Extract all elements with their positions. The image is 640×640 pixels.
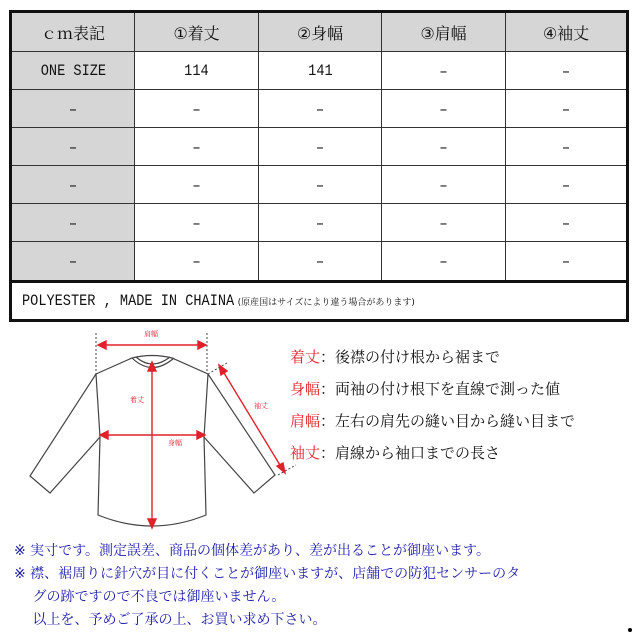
cell-value: – <box>506 128 626 166</box>
legend-sep: ： <box>320 379 336 398</box>
chest-label: 身幅 <box>168 439 182 447</box>
cell-value: – <box>135 90 259 128</box>
size-table <box>9 10 629 322</box>
shoulder-label: 肩幅 <box>144 330 158 338</box>
cell-value: – <box>506 52 626 90</box>
cell-value: – <box>259 128 382 166</box>
legend-item-length <box>290 340 575 372</box>
legend-term: 身幅 <box>290 379 321 398</box>
legend-term: 肩幅 <box>290 411 321 430</box>
length-label: 着丈 <box>130 396 144 404</box>
header-chest: ②身幅 <box>259 13 382 52</box>
cell-value: – <box>382 90 506 128</box>
cell-value <box>259 52 382 90</box>
row-size: – <box>12 204 135 242</box>
disclaimer-notes <box>14 540 520 632</box>
note-line: ※ 実寸です。測定誤差、商品の個体差があり、差が出ることが御座います。 <box>14 543 490 559</box>
length-value: 114 <box>184 61 209 80</box>
legend-sep: ： <box>320 347 336 366</box>
cell-value: – <box>382 128 506 166</box>
measurement-legend <box>290 340 575 468</box>
legend-desc: 両袖の付け根下を直線で測った値 <box>335 379 561 398</box>
legend-item-sleeve <box>290 436 575 468</box>
size-label: ONE SIZE <box>40 61 106 80</box>
chest-value: 141 <box>307 61 333 80</box>
cell-value: – <box>506 90 626 128</box>
sleeve-label: 袖丈 <box>254 402 268 410</box>
cell-value: – <box>506 166 626 204</box>
row-size <box>12 52 135 90</box>
material-text: POLYESTER , MADE IN CHAINA <box>22 292 235 310</box>
note-line: グの跡ですので不良では御座いません。 <box>14 589 286 605</box>
cell-value: – <box>135 166 259 204</box>
dot-marker <box>628 628 632 632</box>
row-size: – <box>12 166 135 204</box>
cell-value: – <box>259 204 382 242</box>
header-length: ①着丈 <box>135 13 259 52</box>
cell-value: – <box>135 128 259 166</box>
shirt-illustration-icon <box>20 325 300 535</box>
cell-value: – <box>259 90 382 128</box>
cell-value: – <box>382 166 506 204</box>
cell-value: – <box>259 166 382 204</box>
cell-value: – <box>135 242 259 280</box>
row-size: – <box>12 128 135 166</box>
garment-diagram <box>20 325 300 535</box>
header-unit: ｃｍ表記 <box>12 13 135 52</box>
row-size: – <box>12 90 135 128</box>
cell-value: – <box>382 204 506 242</box>
size-grid <box>12 13 626 280</box>
legend-sep: ： <box>320 411 336 430</box>
legend-term: 袖丈 <box>290 443 321 462</box>
row-size: – <box>12 242 135 280</box>
cell-value: – <box>382 52 506 90</box>
header-sleeve: ④袖丈 <box>506 13 626 52</box>
material-row <box>12 280 626 319</box>
header-shoulder: ③肩幅 <box>382 13 506 52</box>
cell-value: – <box>506 204 626 242</box>
legend-item-shoulder <box>290 404 575 436</box>
legend-desc: 左右の肩先の縫い目から縫い目まで <box>335 411 576 430</box>
cell-value: – <box>259 242 382 280</box>
legend-desc: 後襟の付け根から裾まで <box>335 347 501 366</box>
origin-note: (原産国はサイズにより違う場合があります) <box>237 297 415 308</box>
legend-desc: 肩線から袖口までの長さ <box>335 443 501 462</box>
note-line: 以上を、予めご了承の上、お買い求め下さい。 <box>14 612 327 628</box>
legend-term: 着丈 <box>290 347 321 366</box>
note-line: ※ 襟、裾周りに針穴が目に付くことが御座いますが、店舗での防犯センサーのタ <box>14 566 521 582</box>
cell-value <box>135 52 259 90</box>
legend-item-chest <box>290 372 575 404</box>
legend-sep: ： <box>320 443 336 462</box>
cell-value: – <box>382 242 506 280</box>
cell-value: – <box>506 242 626 280</box>
cell-value: – <box>135 204 259 242</box>
